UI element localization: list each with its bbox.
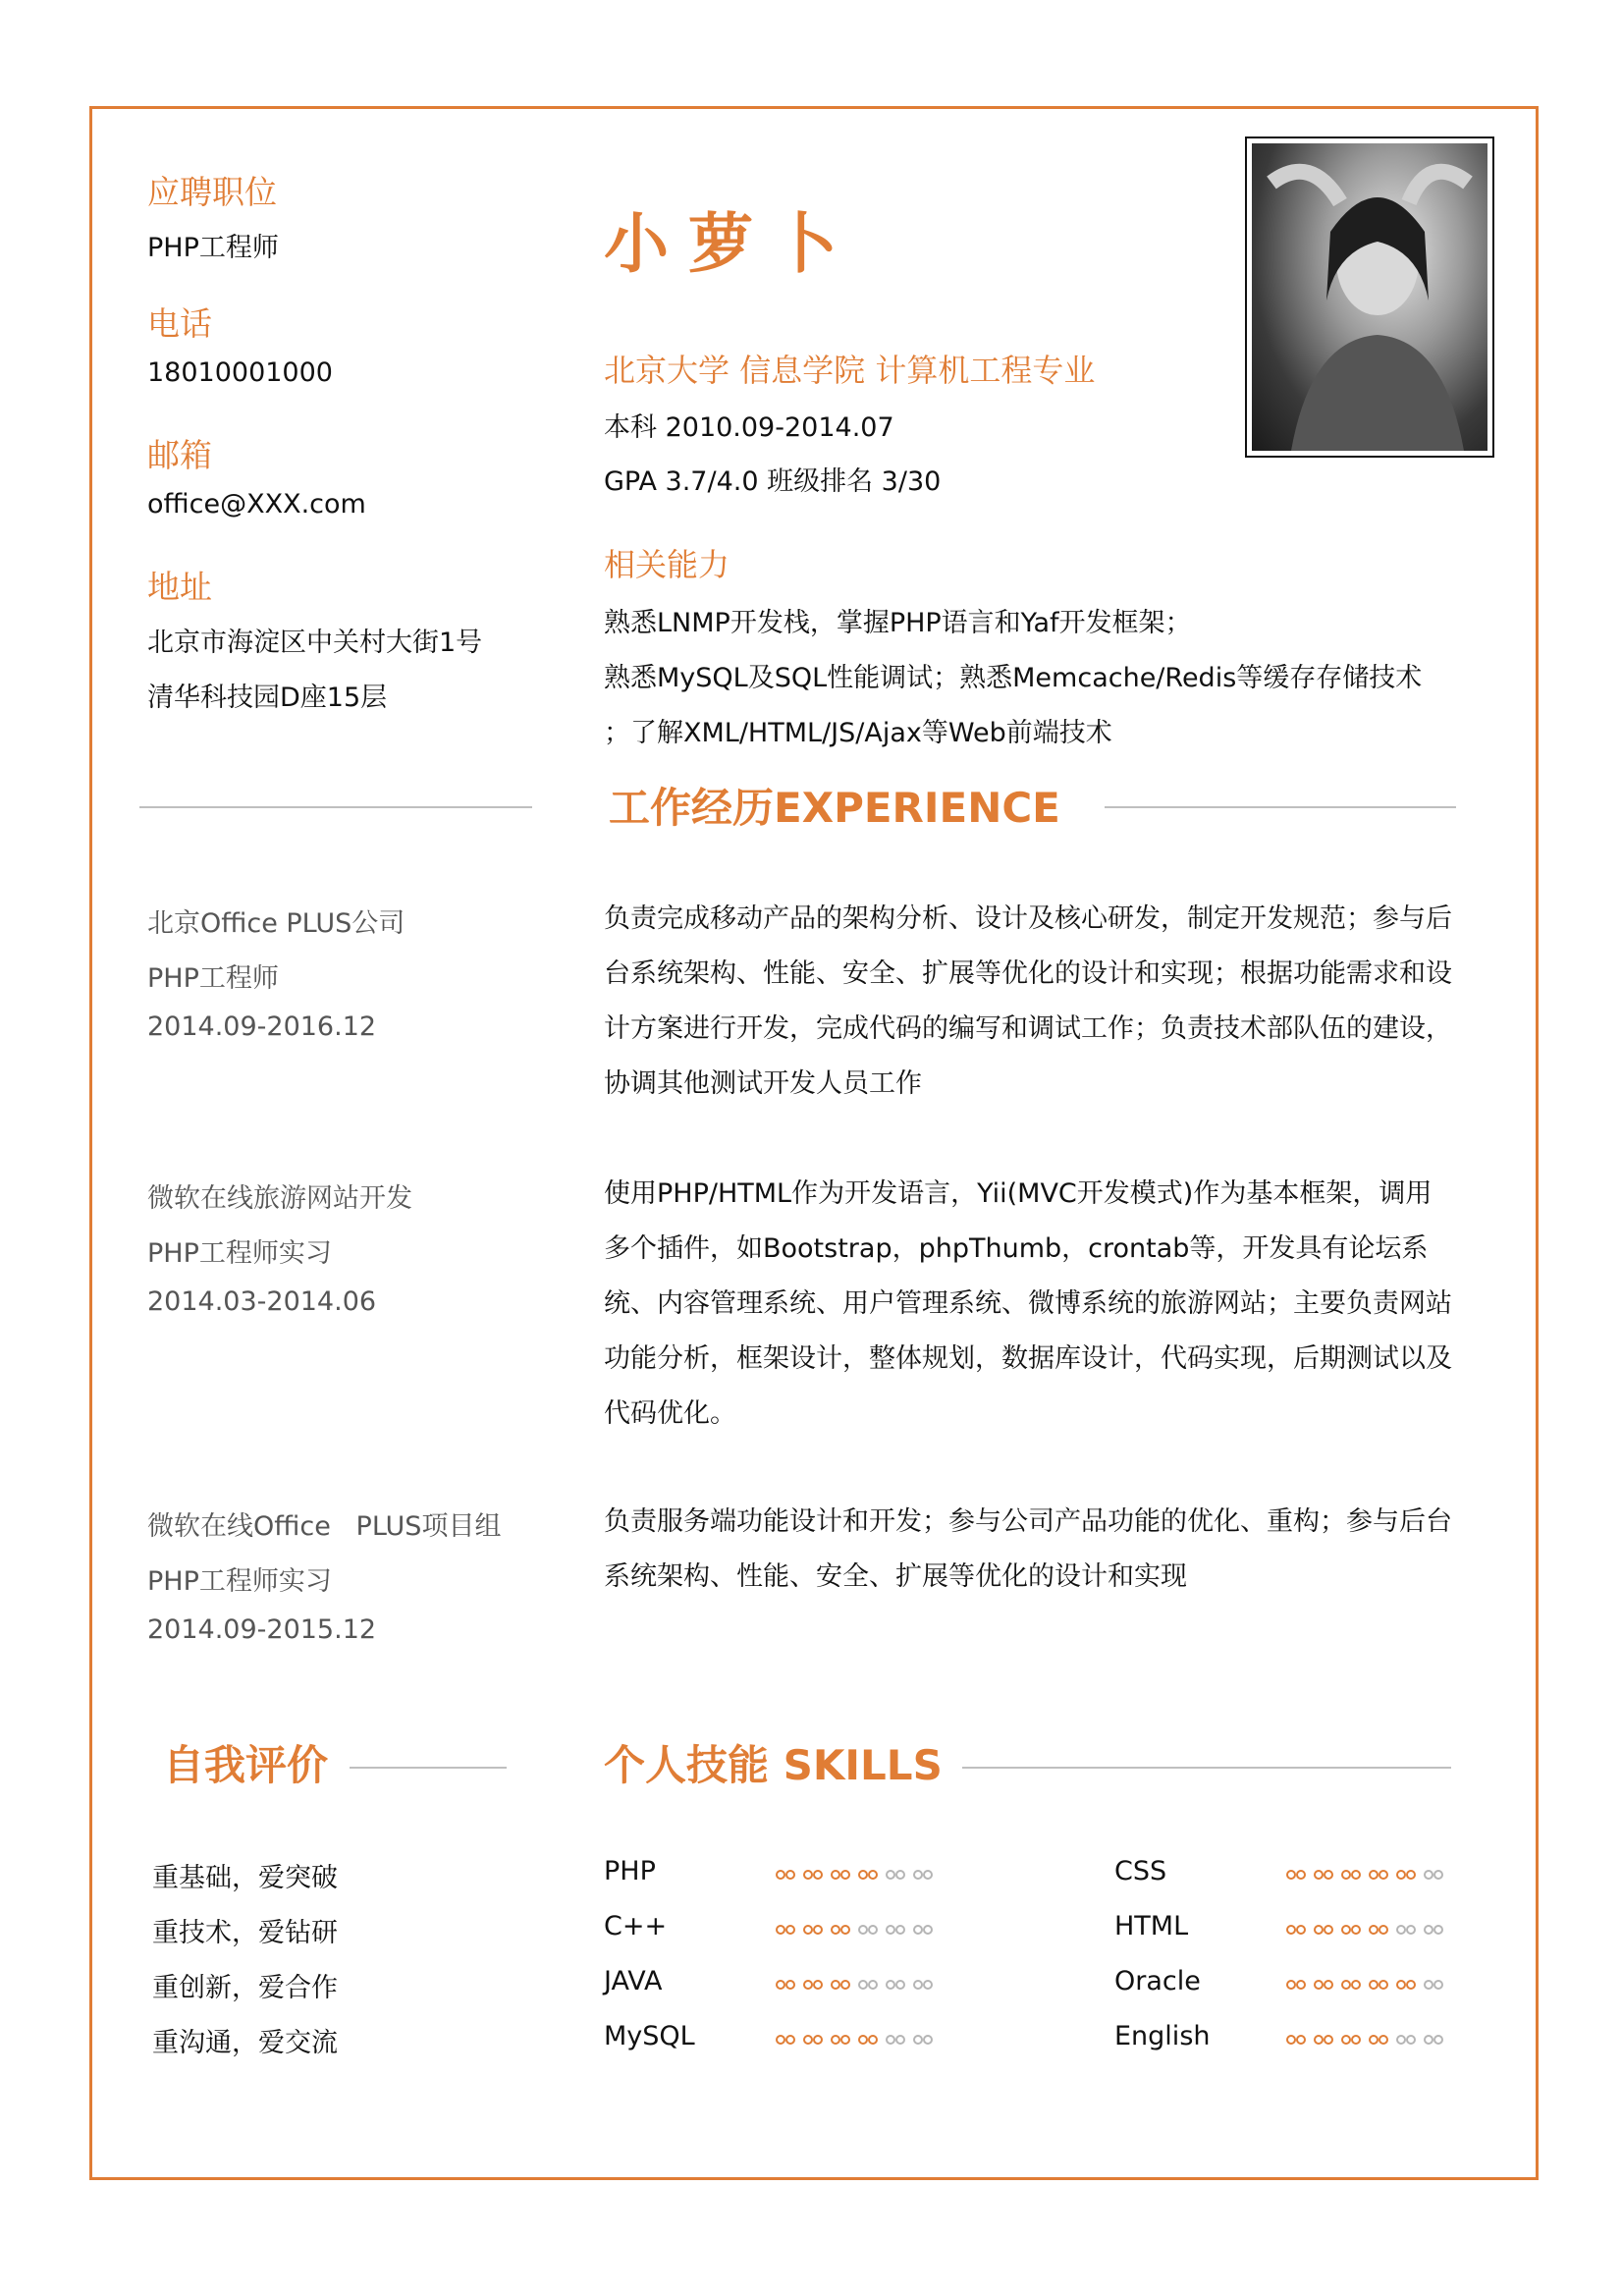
portrait-illustration — [1252, 143, 1487, 451]
rating-mark-icon — [831, 1868, 854, 1882]
skill-name-java: JAVA — [604, 1966, 663, 1996]
rating-mark-icon — [858, 2033, 882, 2047]
abilities-title: 相关能力 — [604, 546, 730, 583]
rating-mark-icon — [1424, 1868, 1447, 1882]
exp-2-role: PHP工程师实习 — [147, 1238, 332, 1269]
skill-rating — [1286, 2033, 1451, 2047]
rating-mark-icon — [831, 2033, 854, 2047]
rating-mark-icon — [1369, 2033, 1392, 2047]
skill-name-html: HTML — [1114, 1911, 1189, 1941]
rating-mark-icon — [1314, 1978, 1337, 1992]
exp-1-company: 北京Office PLUS公司 — [147, 908, 406, 939]
rating-mark-icon — [1396, 1978, 1420, 1992]
abilities-line-1: 熟悉LNMP开发栈，掌握PHP语言和Yaf开发框架； — [604, 608, 1192, 638]
rating-mark-icon — [1396, 1923, 1420, 1937]
rating-mark-icon — [1341, 1868, 1365, 1882]
candidate-name: 小萝卜 — [604, 206, 857, 282]
education-degree: 本科 2010.09-2014.07 — [604, 412, 894, 443]
rating-mark-icon — [1314, 2033, 1337, 2047]
rating-mark-icon — [886, 1978, 909, 1992]
contact-value-email: office@XXX.com — [147, 489, 366, 519]
skill-rating — [1286, 1978, 1451, 1992]
rating-mark-icon — [1369, 1923, 1392, 1937]
exp-3-company: 微软在线Office PLUS项目组 — [147, 1511, 502, 1542]
education-school: 北京大学 信息学院 计算机工程专业 — [604, 352, 1096, 389]
abilities-line-2: 熟悉MySQL及SQL性能调试；熟悉Memcache/Redis等缓存存储技术 — [604, 663, 1423, 693]
skill-rating — [1286, 1868, 1451, 1882]
rating-mark-icon — [886, 2033, 909, 2047]
abilities-line-3: ；了解XML/HTML/JS/Ajax等Web前端技术 — [604, 718, 1112, 748]
skills-rule — [962, 1767, 1451, 1769]
contact-value-address: 北京市海淀区中关村大街1号 — [147, 628, 483, 658]
rating-mark-icon — [1286, 1978, 1310, 1992]
rating-mark-icon — [858, 1978, 882, 1992]
exp-3-role: PHP工程师实习 — [147, 1566, 332, 1597]
rating-mark-icon — [1286, 1868, 1310, 1882]
rating-mark-icon — [803, 1923, 827, 1937]
rating-mark-icon — [1396, 2033, 1420, 2047]
rating-mark-icon — [1424, 1923, 1447, 1937]
rating-mark-icon — [858, 1868, 882, 1882]
rating-mark-icon — [803, 1978, 827, 1992]
rating-mark-icon — [1286, 2033, 1310, 2047]
rating-mark-icon — [858, 1923, 882, 1937]
rating-mark-icon — [1314, 1868, 1337, 1882]
rating-mark-icon — [1314, 1923, 1337, 1937]
exp-2-period: 2014.03-2014.06 — [147, 1286, 377, 1317]
rating-mark-icon — [886, 1868, 909, 1882]
rating-mark-icon — [1341, 1923, 1365, 1937]
contact-label-email: 邮箱 — [147, 436, 212, 474]
contact-value-address-2: 清华科技园D座15层 — [147, 683, 388, 713]
skill-name-oracle: Oracle — [1114, 1966, 1201, 1996]
experience-rule-right — [1105, 806, 1456, 808]
rating-mark-icon — [776, 1978, 799, 1992]
contact-value-phone: 18010001000 — [147, 357, 333, 388]
self-eval-rule — [350, 1767, 507, 1769]
rating-mark-icon — [1396, 1868, 1420, 1882]
profile-photo — [1245, 137, 1494, 458]
rating-mark-icon — [1341, 2033, 1365, 2047]
experience-title: 工作经历EXPERIENCE — [609, 784, 1060, 832]
exp-3-desc: 负责服务端功能设计和开发；参与公司产品功能的优化、重构；参与后台系统架构、性能、安全、扩展等优化的设计和实现 — [604, 1506, 1452, 1592]
education-gpa: GPA 3.7/4.0 班级排名 3/30 — [604, 466, 942, 497]
photo-image — [1252, 143, 1487, 451]
skill-rating — [776, 1868, 941, 1882]
exp-3-period: 2014.09-2015.12 — [147, 1614, 377, 1645]
contact-label-phone: 电话 — [147, 304, 212, 343]
rating-mark-icon — [1286, 1923, 1310, 1937]
experience-rule-left — [139, 806, 532, 808]
skill-rating — [1286, 1923, 1451, 1937]
rating-mark-icon — [831, 1923, 854, 1937]
rating-mark-icon — [776, 1923, 799, 1937]
rating-mark-icon — [913, 1868, 937, 1882]
exp-2-desc: 使用PHP/HTML作为开发语言，Yii(MVC开发模式)作为基本框架，调用多个插件，如Bootstrap，phpThumb，crontab等，开发具有论坛系统、内容管理系统、用户管理系统、微博系统的旅游网站；主要负责网站功能分析，框架设计，整体规划，数据库设计，代码实现，后期测试以及代码优化。 — [604, 1178, 1452, 1429]
skill-name-mysql: MySQL — [604, 2021, 695, 2051]
rating-mark-icon — [831, 1978, 854, 1992]
skill-name-css: CSS — [1114, 1856, 1167, 1886]
contact-label-address: 地址 — [147, 568, 212, 606]
rating-mark-icon — [776, 1868, 799, 1882]
rating-mark-icon — [913, 1978, 937, 1992]
self-eval-line-1: 重基础，爱突破 — [152, 1863, 338, 1893]
rating-mark-icon — [1369, 1978, 1392, 1992]
rating-mark-icon — [803, 1868, 827, 1882]
exp-1-desc: 负责完成移动产品的架构分析、设计及核心研发，制定开发规范；参与后台系统架构、性能、安全、扩展等优化的设计和实现；根据功能需求和设计方案进行开发，完成代码的编写和调试工作；负责技术部队伍的建设，协调其他测试开发人员工作 — [604, 903, 1452, 1099]
skill-rating — [776, 1978, 941, 1992]
skill-rating — [776, 2033, 941, 2047]
self-eval-title: 自我评价 — [163, 1741, 329, 1789]
skill-name-c: C++ — [604, 1911, 668, 1941]
rating-mark-icon — [1424, 2033, 1447, 2047]
rating-mark-icon — [803, 2033, 827, 2047]
exp-1-role: PHP工程师 — [147, 963, 279, 994]
contact-label-position: 应聘职位 — [147, 173, 277, 211]
self-eval-line-2: 重技术，爱钻研 — [152, 1918, 338, 1948]
skills-title: 个人技能 SKILLS — [604, 1741, 943, 1789]
self-eval-line-4: 重沟通，爱交流 — [152, 2028, 338, 2058]
rating-mark-icon — [886, 1923, 909, 1937]
rating-mark-icon — [1369, 1868, 1392, 1882]
exp-1-period: 2014.09-2016.12 — [147, 1011, 377, 1042]
self-eval-line-3: 重创新，爱合作 — [152, 1973, 338, 2003]
rating-mark-icon — [1424, 1978, 1447, 1992]
exp-2-company: 微软在线旅游网站开发 — [147, 1183, 412, 1214]
contact-value-position: PHP工程师 — [147, 233, 279, 263]
skill-name-php: PHP — [604, 1856, 656, 1886]
rating-mark-icon — [913, 1923, 937, 1937]
skill-rating — [776, 1923, 941, 1937]
skill-name-english: English — [1114, 2021, 1211, 2051]
rating-mark-icon — [776, 2033, 799, 2047]
rating-mark-icon — [1341, 1978, 1365, 1992]
rating-mark-icon — [913, 2033, 937, 2047]
